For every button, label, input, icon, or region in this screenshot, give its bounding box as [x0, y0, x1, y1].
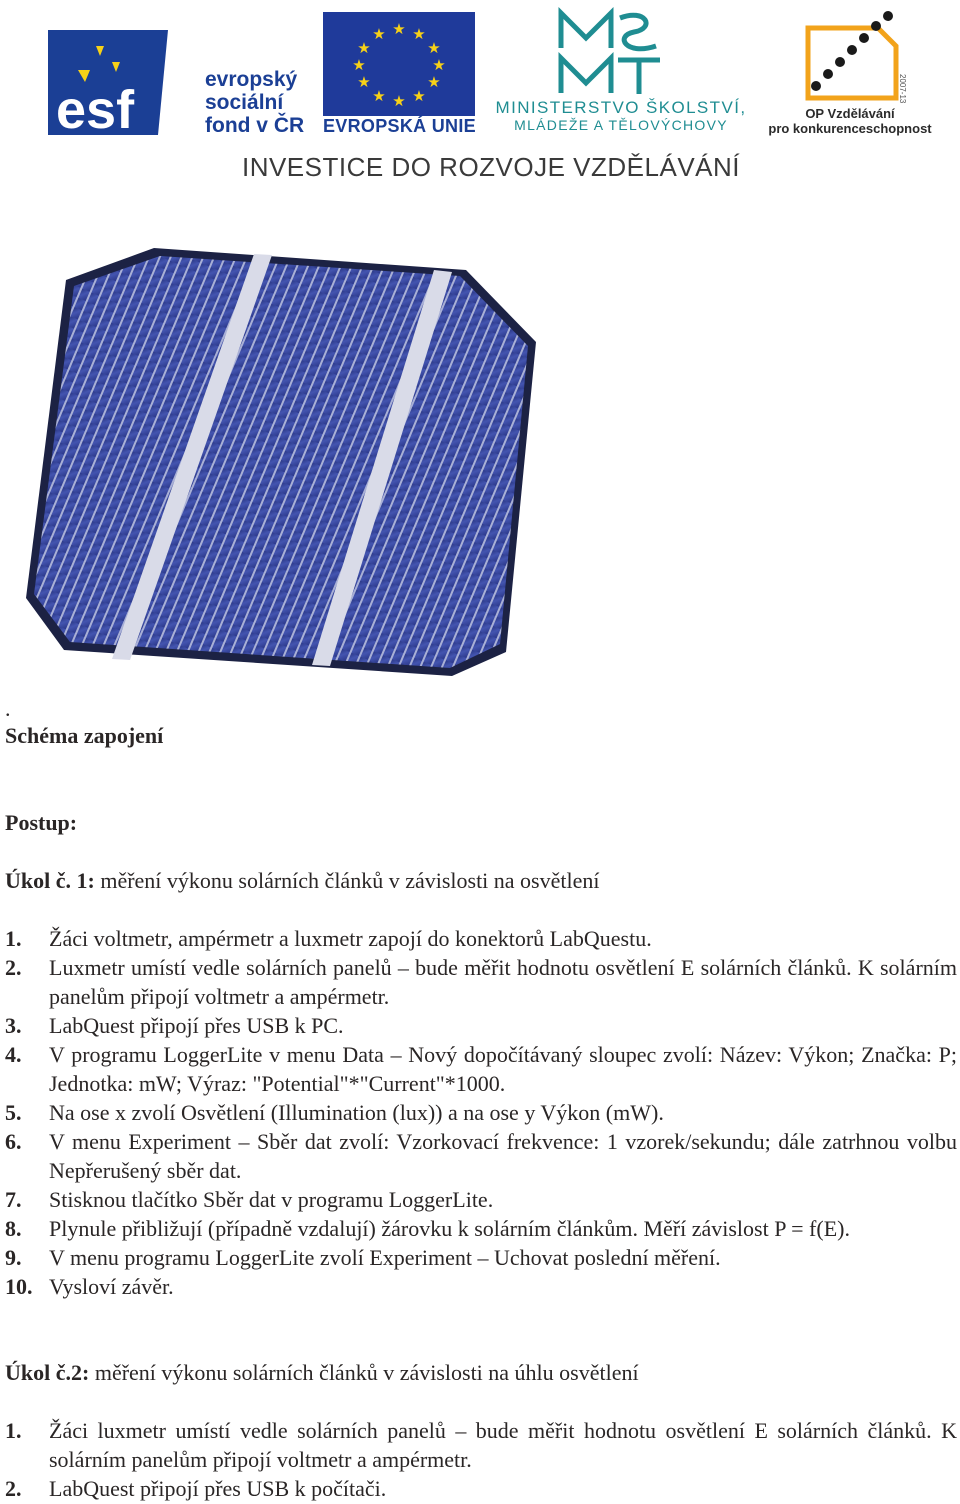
task2-heading: Úkol č.2: měření výkonu solárních článků v závislosti na úhlu osvětlení [5, 1360, 639, 1385]
svg-text:★: ★ [372, 25, 386, 43]
eu-flag-icon [323, 12, 475, 116]
svg-text:★: ★ [352, 56, 366, 74]
svg-text:★: ★ [432, 56, 446, 74]
list-item: 2. LabQuest připojí přes USB k počítači. [5, 1476, 387, 1501]
list-item: 6. V menu Experiment – Sběr dat zvolí: Vzorkovací frekvence: 1 vzorek/sekundu; dále zatrhnou volbu Nepřerušený sběr dat. [5, 1129, 957, 1183]
svg-text:★: ★ [392, 20, 406, 38]
svg-text:★: ★ [357, 39, 371, 57]
svg-text:★: ★ [372, 87, 386, 105]
svg-text:★: ★ [427, 73, 441, 91]
msmt-logo [556, 8, 666, 98]
list-item: 9. V menu programu LoggerLite zvolí Experiment – Uchovat poslední měření. [5, 1245, 721, 1270]
list-item: 7. Stisknou tlačítko Sběr dat v programu LoggerLite. [5, 1187, 494, 1212]
list-item: 1. Žáci luxmetr umístí vedle solárních panelů – bude měřit hodnotu osvětlení E solárních článků. K solárním panelům připojí voltmetr a ampérmetr. [5, 1418, 957, 1472]
svg-text:2007-13: 2007-13 [898, 74, 907, 104]
svg-text:★: ★ [357, 73, 371, 91]
list-item: 2. Luxmetr umístí vedle solárních panelů – bude měřit hodnotu osvětlení E solárních článků. K solárním panelům připojí voltmetr a ampérmetr. [5, 955, 957, 1009]
schema-heading: Schéma zapojení [5, 723, 164, 748]
task1-list [5, 924, 957, 1301]
eu-label: EVROPSKÁ UNIE [323, 116, 476, 136]
list-item: 3. LabQuest připojí přes USB k PC. [5, 1013, 344, 1038]
postup-heading: Postup: [5, 810, 78, 835]
list-item: 5. Na ose x zvolí Osvětlení (Illumination (lux)) a na ose y Výkon (mW). [5, 1100, 664, 1125]
slogan: INVESTICE DO ROZVOJE VZDĚLÁVÁNÍ [241, 152, 741, 182]
msmt-text: MINISTERSTVO ŠKOLSTVÍ, MLÁDEŽE A TĚLOVÝCHOVY [495, 98, 747, 133]
solar-cell-photo [4, 212, 544, 696]
svg-text:★: ★ [412, 25, 426, 43]
task1-heading: Úkol č. 1: měření výkonu solárních článků v závislosti na osvětlení [5, 868, 600, 893]
esf-name: evropský sociální fond v ČR [205, 68, 305, 137]
list-item: 10. Vysloví závěr. [5, 1274, 174, 1299]
list-item: 4. V programu LoggerLite v menu Data – Nový dopočítávaný sloupec zvolí: Název: Výkon; Značka: P; Jednotka: mW; Výraz: "Potential"*"Current"*1000. [5, 1042, 957, 1096]
svg-text:esf: esf [56, 80, 135, 140]
stray-dot: . [5, 696, 11, 721]
svg-text:★: ★ [412, 87, 426, 105]
svg-text:★: ★ [392, 92, 406, 110]
op-vzdelavani-logo [796, 8, 906, 106]
op-text: OP Vzdělávání pro konkurenceschopnost [768, 106, 932, 136]
svg-text:★: ★ [427, 39, 441, 57]
list-item: 8. Plynule přibližují (případně vzdalují) žárovku k solárním článkům. Měří závislost P = f(E). [5, 1216, 850, 1241]
header-logos [0, 0, 960, 200]
task2-list [5, 1416, 957, 1503]
list-item: 1. Žáci voltmetr, ampérmetr a luxmetr zapojí do konektorů LabQuestu. [5, 926, 652, 951]
